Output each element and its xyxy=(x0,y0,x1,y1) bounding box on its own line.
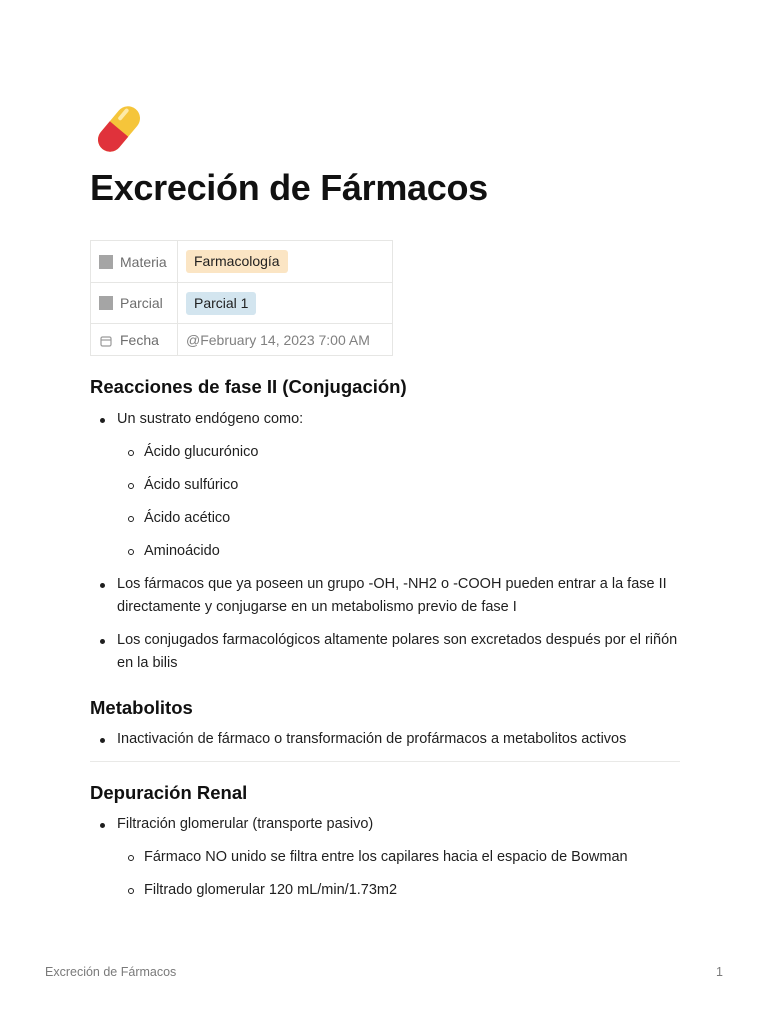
divider xyxy=(90,761,680,762)
list-item-text: Un sustrato endógeno como: xyxy=(117,411,304,427)
property-label: Parcial xyxy=(120,295,163,311)
bullet-list xyxy=(90,408,680,675)
property-key xyxy=(91,241,178,283)
bullet-list xyxy=(90,813,680,902)
property-value-date[interactable]: @February 14, 2023 7:00 AM xyxy=(178,324,393,356)
property-row-fecha xyxy=(91,324,393,356)
sub-bullet-list xyxy=(117,846,680,902)
list-item: Los fármacos que ya poseen un grupo -OH, -NH2 o -COOH pueden entrar a la fase II directamente y conjugarse en un metabolismo previo de fase I xyxy=(90,573,680,619)
section-heading: Reacciones de fase II (Conjugación) xyxy=(90,376,407,397)
bullet-list xyxy=(90,728,680,751)
sub-list-item: Aminoácido xyxy=(117,540,680,563)
select-square-icon xyxy=(99,255,113,269)
section-heading: Metabolitos xyxy=(90,697,193,718)
page-title: Excreción de Fármacos xyxy=(90,167,488,208)
section-heading: Depuración Renal xyxy=(90,782,248,803)
sub-bullet-list xyxy=(117,441,680,563)
properties-table xyxy=(90,240,393,356)
pill-icon xyxy=(90,100,148,158)
list-item: Inactivación de fármaco o transformación de profármacos a metabolitos activos xyxy=(90,728,680,751)
property-value[interactable] xyxy=(178,283,393,324)
calendar-icon xyxy=(99,334,113,348)
tag-materia[interactable]: Farmacología xyxy=(186,250,288,273)
sub-list-item: Ácido glucurónico xyxy=(117,441,680,464)
sub-list-item: Filtrado glomerular 120 mL/min/1.73m2 xyxy=(117,879,680,902)
footer-title: Excreción de Fármacos xyxy=(45,965,177,979)
select-square-icon xyxy=(99,296,113,310)
sub-list-item: Ácido acético xyxy=(117,507,680,530)
property-value[interactable] xyxy=(178,241,393,283)
property-row-materia xyxy=(91,241,393,283)
page-number: 1 xyxy=(716,965,723,979)
tag-parcial[interactable]: Parcial 1 xyxy=(186,292,256,315)
list-item xyxy=(90,408,680,563)
list-item xyxy=(90,813,680,902)
property-key xyxy=(91,324,178,356)
sub-list-item: Ácido sulfúrico xyxy=(117,474,680,497)
property-row-parcial xyxy=(91,283,393,324)
sub-list-item: Fármaco NO unido se filtra entre los capilares hacia el espacio de Bowman xyxy=(117,846,680,869)
property-key xyxy=(91,283,178,324)
property-label: Fecha xyxy=(120,331,159,348)
property-label: Materia xyxy=(120,253,167,270)
page-content xyxy=(90,372,680,902)
list-item: Los conjugados farmacológicos altamente polares son excretados después por el riñón en la bilis xyxy=(90,629,680,675)
list-item-text: Filtración glomerular (transporte pasivo) xyxy=(117,816,374,832)
